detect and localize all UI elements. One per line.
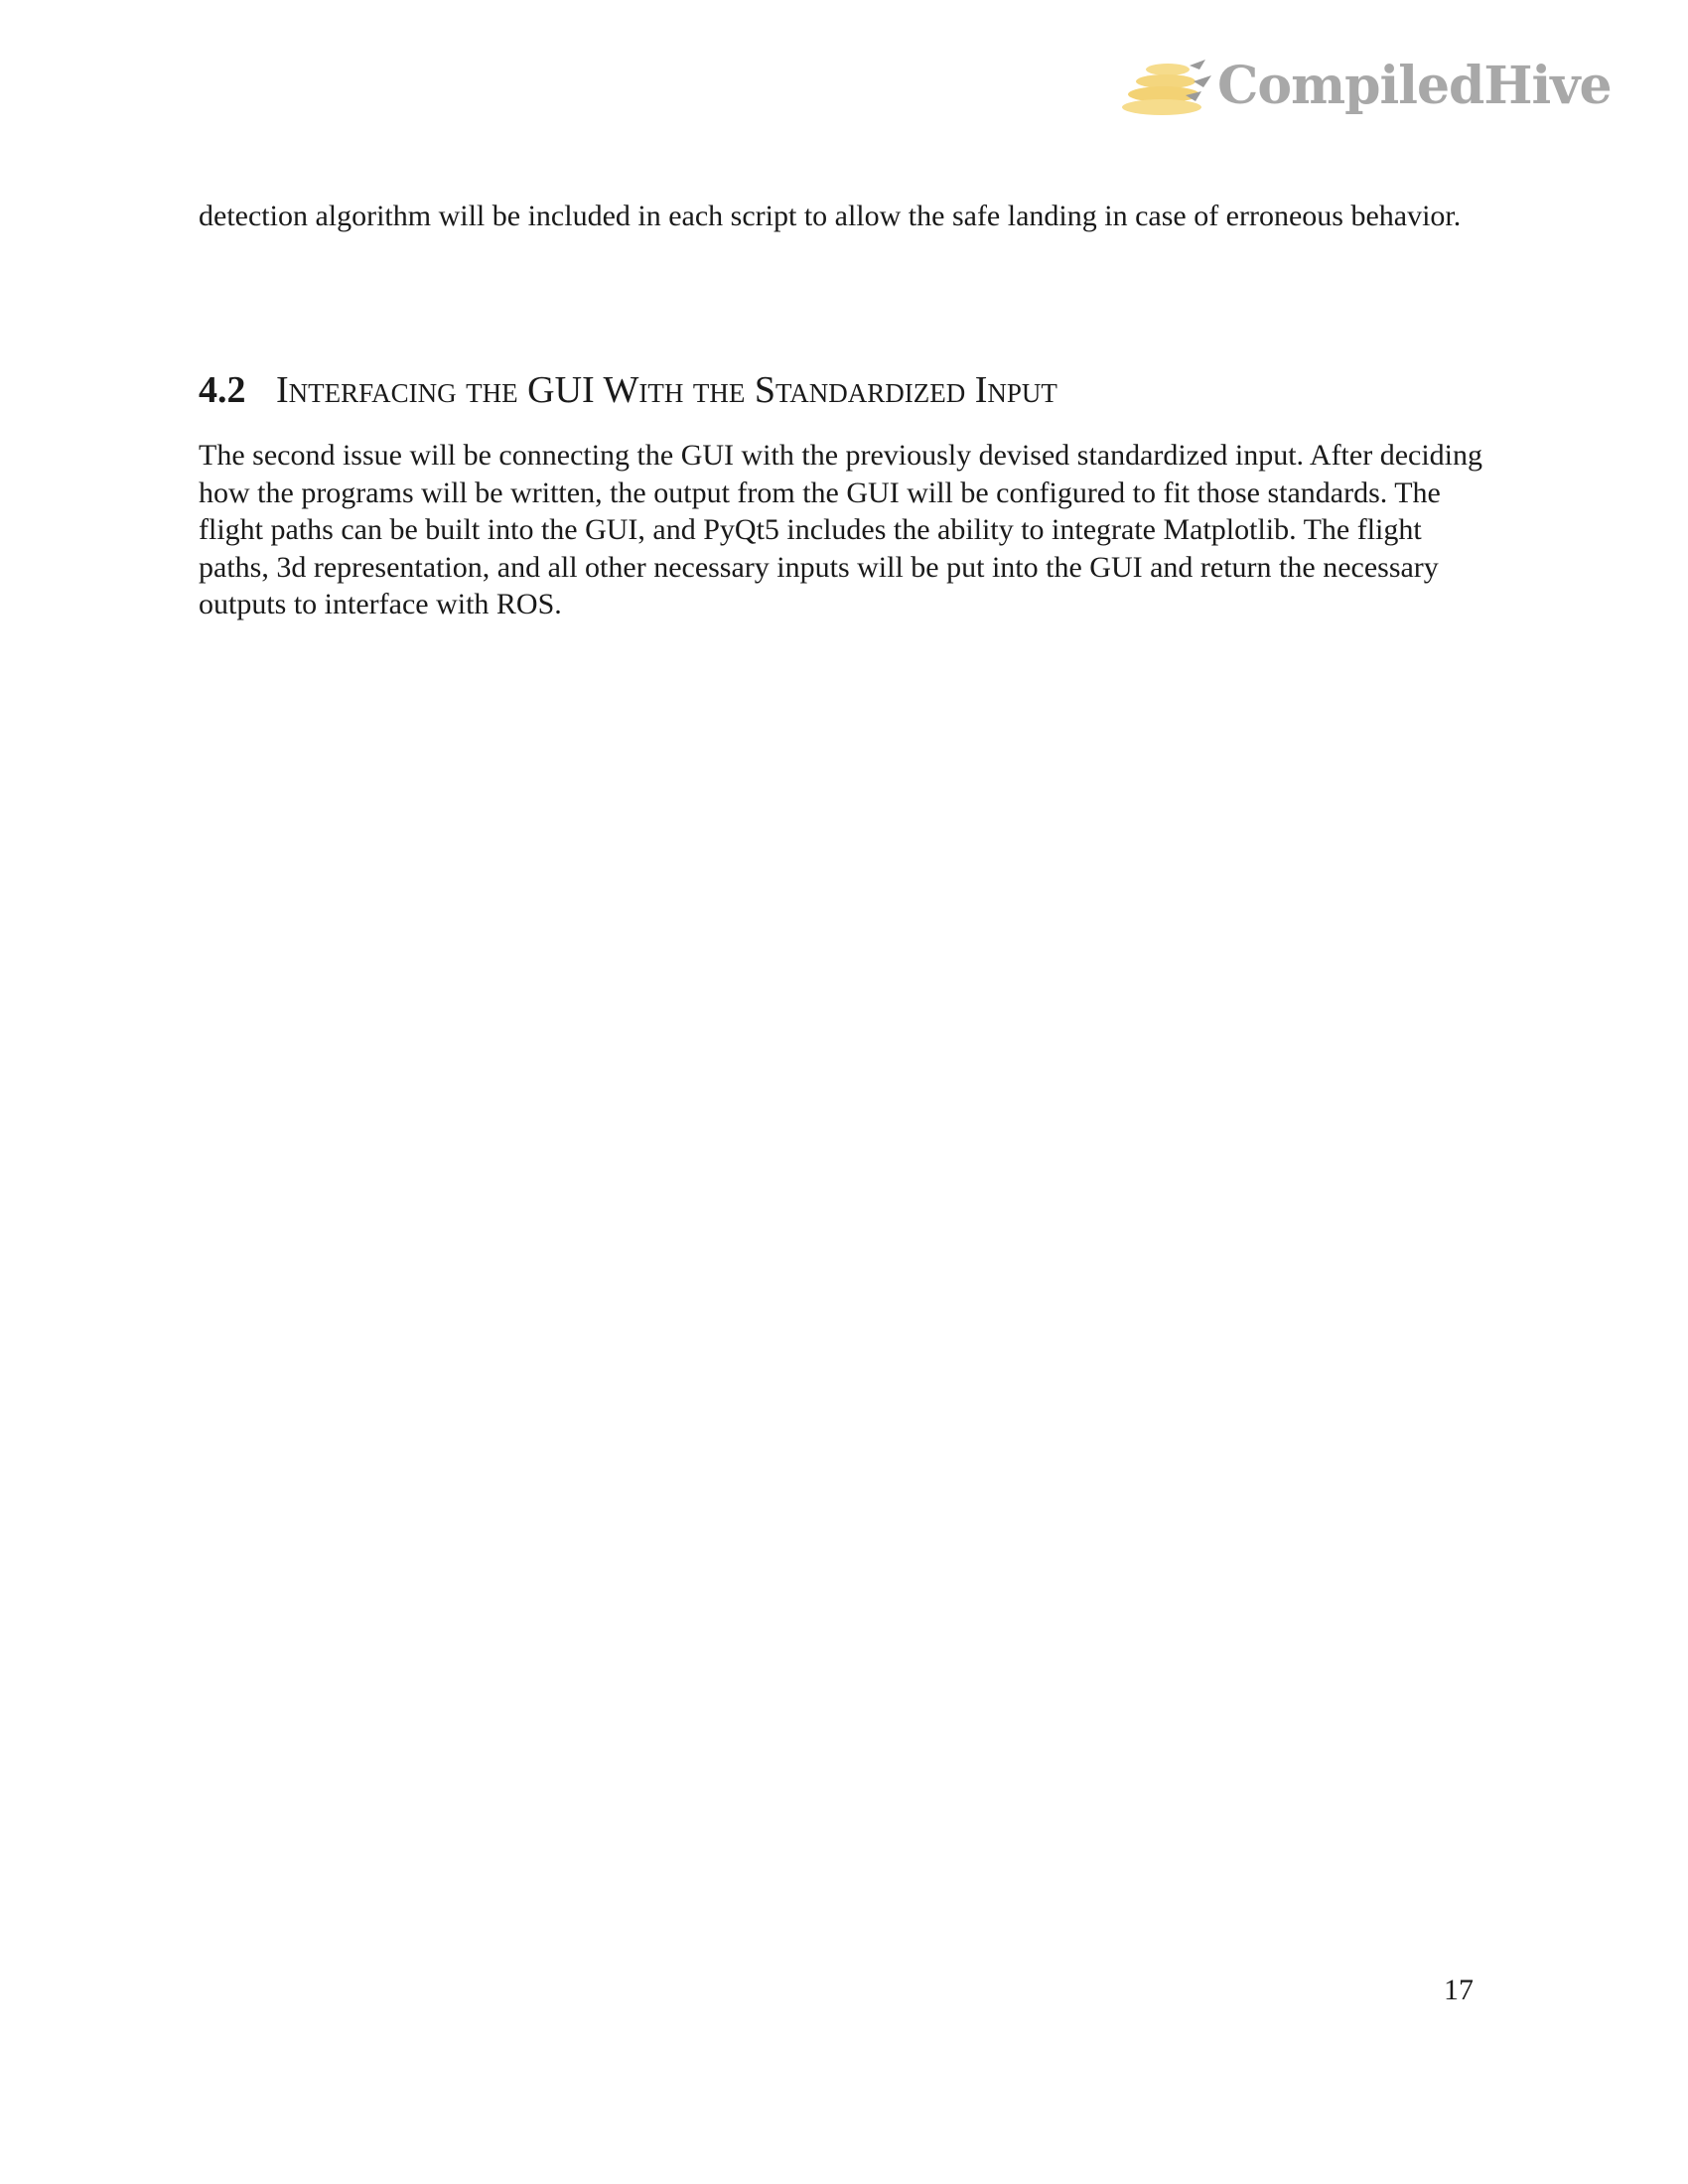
intro-paragraph: detection algorithm will be included in each script to allow the safe landing in case of erroneous behavior. (199, 200, 1462, 232)
hive-icon (1120, 56, 1219, 125)
compiledhive-logo (1120, 52, 1612, 141)
section-heading (199, 367, 1489, 413)
page-number: 17 (1444, 1974, 1474, 2006)
logo-text: CompiledHive (1217, 56, 1612, 116)
section-title: Interfacing the GUI With the Standardized Input (276, 369, 1057, 411)
section-paragraph: The second issue will be connecting the GUI with the previously devised standardized input. After deciding how the programs will be written, the output from the GUI will be configured to fit those standards. The flight paths can be built into the GUI, and PyQt5 includes the ability to integrate Matplotlib. The flight paths, 3d representation, and all other necessary inputs will be put into the GUI and return the necessary outputs to interface with ROS. (199, 439, 1483, 620)
section-number: 4.2 (199, 369, 246, 411)
